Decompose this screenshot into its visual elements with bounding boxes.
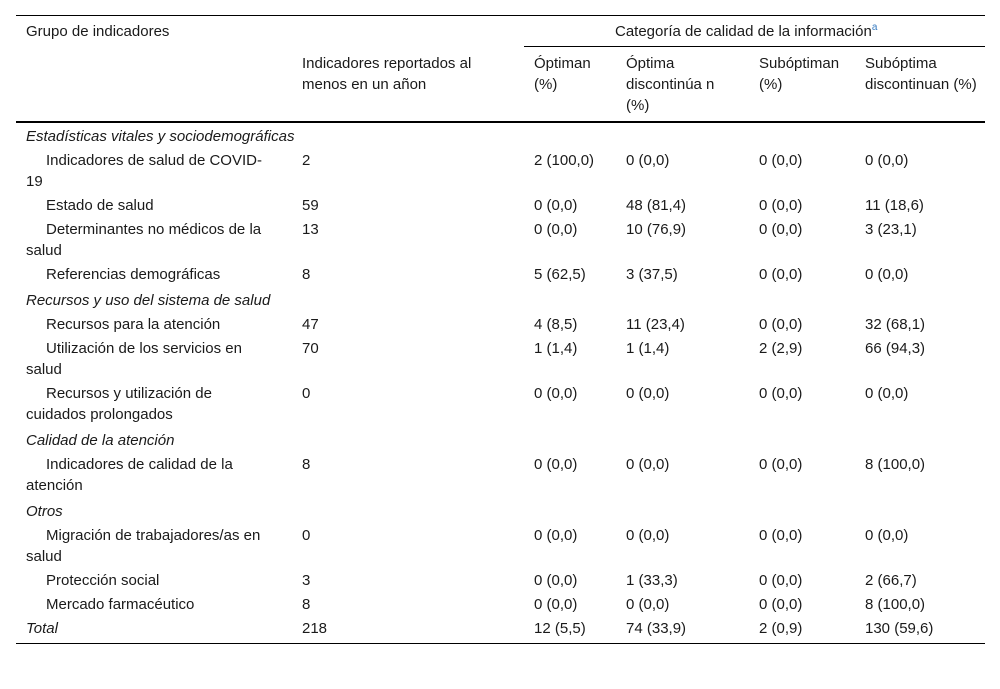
table-header: [16, 16, 985, 123]
table-row: [16, 524, 985, 569]
cell-reported: 59: [302, 197, 319, 214]
cell-suboptimal: 0 (0,0): [759, 527, 803, 544]
section-title: Estadísticas vitales y sociodemográficas: [26, 128, 295, 145]
cell-reported: 8: [302, 596, 311, 613]
cell-optimal: 4 (8,5): [534, 316, 578, 333]
footnote-a-link[interactable]: a: [871, 22, 878, 33]
row-name: Recursos y utilización de cuidados prolongados: [26, 385, 212, 423]
row-name: Protección social: [46, 572, 160, 589]
total-optimal-disc: 74 (33,9): [616, 617, 749, 644]
header-optimal: Óptiman (%): [524, 47, 616, 123]
row-name: Utilización de los servicios en salud: [26, 340, 242, 378]
table-row: [16, 382, 985, 427]
cell-suboptimal-disc: 0 (0,0): [865, 266, 909, 283]
cell-optimal-disc: 0 (0,0): [626, 596, 670, 613]
cell-suboptimal-disc: 0 (0,0): [865, 385, 909, 402]
total-suboptimal-disc: 130 (59,6): [855, 617, 985, 644]
cell-optimal: 5 (62,5): [534, 266, 586, 283]
cell-optimal-disc: 0 (0,0): [626, 152, 670, 169]
row-name: Migración de trabajadores/as en salud: [26, 527, 261, 565]
cell-reported: 0: [302, 385, 311, 402]
cell-optimal: 0 (0,0): [534, 221, 578, 238]
table-row: [16, 337, 985, 382]
cell-optimal-disc: 0 (0,0): [626, 527, 670, 544]
cell-reported: 3: [302, 572, 311, 589]
cell-optimal-disc: 0 (0,0): [626, 456, 670, 473]
cell-optimal-disc: 1 (1,4): [626, 340, 670, 357]
cell-optimal: 0 (0,0): [534, 456, 578, 473]
cell-optimal: 1 (1,4): [534, 340, 578, 357]
section-row: [16, 498, 985, 524]
cell-optimal: 2 (100,0): [534, 152, 595, 169]
cell-optimal-disc: 1 (33,3): [626, 572, 678, 589]
total-row: [16, 617, 985, 644]
total-optimal: 12 (5,5): [524, 617, 616, 644]
cell-reported: 13: [302, 221, 319, 238]
header-category-label: Categoría de calidad de la información: [615, 23, 872, 40]
cell-suboptimal-disc: 2 (66,7): [865, 572, 917, 589]
header-reported: Indicadores reportados al menos en un añon: [292, 47, 524, 123]
cell-optimal-disc: 10 (76,9): [626, 221, 687, 238]
header-blank: [292, 16, 524, 47]
header-optimal-disc: Óptima discontinúa n (%): [616, 47, 749, 123]
header-group: Grupo de indicadores: [16, 16, 292, 47]
cell-suboptimal-disc: 0 (0,0): [865, 527, 909, 544]
cell-suboptimal: 0 (0,0): [759, 572, 803, 589]
cell-optimal: 0 (0,0): [534, 572, 578, 589]
row-name: Mercado farmacéutico: [46, 596, 195, 613]
cell-optimal-disc: 0 (0,0): [626, 385, 670, 402]
row-name: Recursos para la atención: [46, 316, 221, 333]
cell-suboptimal-disc: 32 (68,1): [865, 316, 926, 333]
cell-suboptimal: 0 (0,0): [759, 266, 803, 283]
cell-reported: 0: [302, 527, 311, 544]
section-row: [16, 122, 985, 149]
section-title: Otros: [26, 503, 63, 520]
cell-reported: 47: [302, 316, 319, 333]
table-row: [16, 149, 985, 194]
header-category: [524, 16, 985, 47]
cell-suboptimal: 0 (0,0): [759, 456, 803, 473]
cell-suboptimal-disc: 8 (100,0): [865, 596, 926, 613]
cell-reported: 8: [302, 266, 311, 283]
cell-suboptimal: 0 (0,0): [759, 316, 803, 333]
indicators-table: [16, 15, 985, 644]
header-blank-2: [16, 47, 292, 123]
header-suboptimal-disc: Subóptima discontinuan (%): [855, 47, 985, 123]
total-label: Total: [16, 617, 292, 644]
cell-reported: 8: [302, 456, 311, 473]
cell-reported: 2: [302, 152, 311, 169]
cell-suboptimal: 2 (2,9): [759, 340, 803, 357]
row-name: Indicadores de calidad de la atención: [26, 456, 233, 494]
cell-suboptimal-disc: 3 (23,1): [865, 221, 917, 238]
row-name: Determinantes no médicos de la salud: [26, 221, 262, 259]
table-row: [16, 453, 985, 498]
cell-optimal-disc: 11 (23,4): [626, 316, 685, 333]
table-row: [16, 569, 985, 593]
cell-suboptimal: 0 (0,0): [759, 197, 803, 214]
cell-suboptimal-disc: 11 (18,6): [865, 197, 924, 214]
cell-optimal: 0 (0,0): [534, 596, 578, 613]
cell-suboptimal: 0 (0,0): [759, 152, 803, 169]
total-suboptimal: 2 (0,9): [749, 617, 855, 644]
cell-suboptimal-disc: 66 (94,3): [865, 340, 926, 357]
table-row: [16, 593, 985, 617]
table-row: [16, 263, 985, 287]
table-body: [16, 122, 985, 644]
cell-optimal-disc: 48 (81,4): [626, 197, 687, 214]
row-name: Estado de salud: [46, 197, 154, 214]
cell-suboptimal-disc: 0 (0,0): [865, 152, 909, 169]
cell-optimal: 0 (0,0): [534, 385, 578, 402]
total-reported: 218: [292, 617, 524, 644]
cell-optimal: 0 (0,0): [534, 527, 578, 544]
section-title: Recursos y uso del sistema de salud: [26, 292, 271, 309]
cell-suboptimal-disc: 8 (100,0): [865, 456, 926, 473]
cell-suboptimal: 0 (0,0): [759, 221, 803, 238]
row-name: Referencias demográficas: [46, 266, 221, 283]
cell-optimal: 0 (0,0): [534, 197, 578, 214]
table-row: [16, 218, 985, 263]
section-title: Calidad de la atención: [26, 432, 175, 449]
cell-optimal-disc: 3 (37,5): [626, 266, 678, 283]
cell-reported: 70: [302, 340, 319, 357]
section-row: [16, 427, 985, 453]
cell-suboptimal: 0 (0,0): [759, 385, 803, 402]
row-name: Indicadores de salud de COVID-19: [26, 152, 262, 190]
section-row: [16, 287, 985, 313]
header-suboptimal: Subóptiman (%): [749, 47, 855, 123]
table-row: [16, 313, 985, 337]
table-row: [16, 194, 985, 218]
cell-suboptimal: 0 (0,0): [759, 596, 803, 613]
